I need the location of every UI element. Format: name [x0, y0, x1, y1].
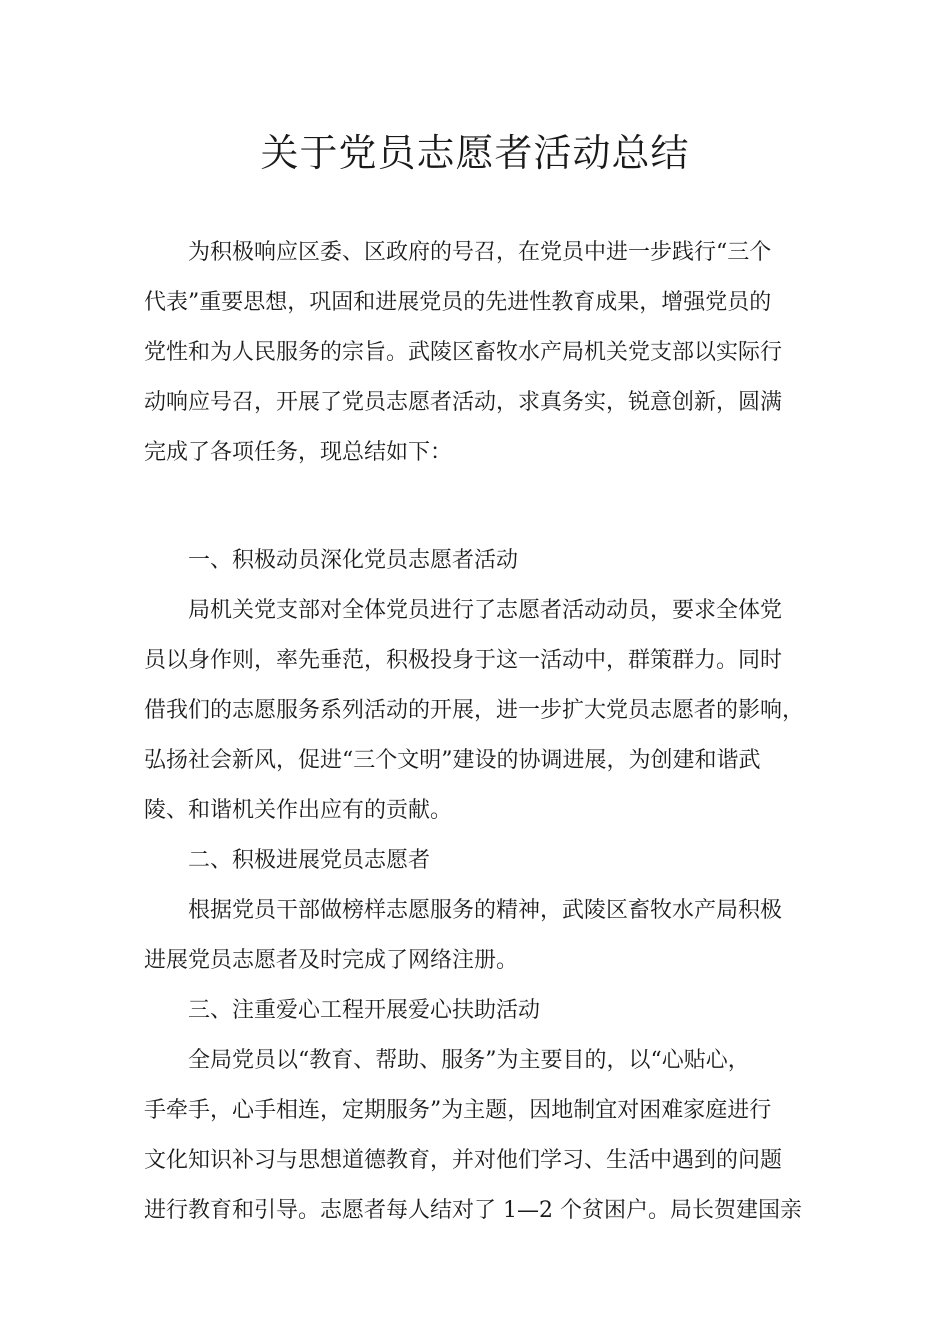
text-line: 弘扬社会新风，促进“三个文明”建设的协调进展，为创建和谐武 — [144, 748, 761, 773]
intro-paragraph — [144, 228, 834, 478]
text-line: 局机关党支部对全体党员进行了志愿者活动动员，要求全体党 — [188, 598, 783, 623]
text-line: 文化知识补习与思想道德教育，并对他们学习、生活中遇到的问题 — [144, 1148, 783, 1173]
text-line: 手牵手，心手相连，定期服务”为主题，因地制宜对困难家庭进行 — [144, 1098, 772, 1123]
section-1-paragraph — [144, 586, 834, 836]
paragraph-gap — [144, 478, 834, 536]
text-line: 借我们的志愿服务系列活动的开展，进一步扩大党员志愿者的影响， — [144, 698, 805, 723]
section-heading-1: 一、积极动员深化党员志愿者活动 — [188, 548, 519, 573]
text-line: 代表”重要思想，巩固和进展党员的先进性教育成果，增强党员的 — [144, 290, 772, 315]
text-line: 为积极响应区委、区政府的号召，在党员中进一步践行“三个 — [188, 240, 772, 265]
text-line: 进行教育和引导。志愿者每人结对了 1—2 个贫困户。局长贺建国亲 — [144, 1198, 802, 1223]
text-line: 员以身作则，率先垂范，积极投身于这一活动中，群策群力。同时 — [144, 648, 783, 673]
section-heading-2: 二、积极进展党员志愿者 — [188, 848, 431, 873]
text-line: 进展党员志愿者及时完成了网络注册。 — [144, 948, 519, 973]
text-line: 根据党员干部做榜样志愿服务的精神，武陵区畜牧水产局积极 — [188, 898, 783, 923]
text-line: 全局党员以“教育、帮助、服务”为主要目的，以“心贴心， — [188, 1048, 750, 1073]
text-line: 动响应号召，开展了党员志愿者活动，求真务实，锐意创新，圆满 — [144, 390, 783, 415]
document-title: 关于党员志愿者活动总结 — [260, 131, 690, 175]
text-line: 陵、和谐机关作出应有的贡献。 — [144, 798, 453, 823]
section-2-paragraph — [144, 886, 834, 986]
text-line: 完成了各项任务，现总结如下： — [144, 440, 453, 465]
section-heading-3: 三、注重爱心工程开展爱心扶助活动 — [188, 998, 541, 1023]
text-line: 党性和为人民服务的宗旨。武陵区畜牧水产局机关党支部以实际行 — [144, 340, 783, 365]
document-body — [144, 228, 834, 1236]
section-3-paragraph — [144, 1036, 834, 1236]
